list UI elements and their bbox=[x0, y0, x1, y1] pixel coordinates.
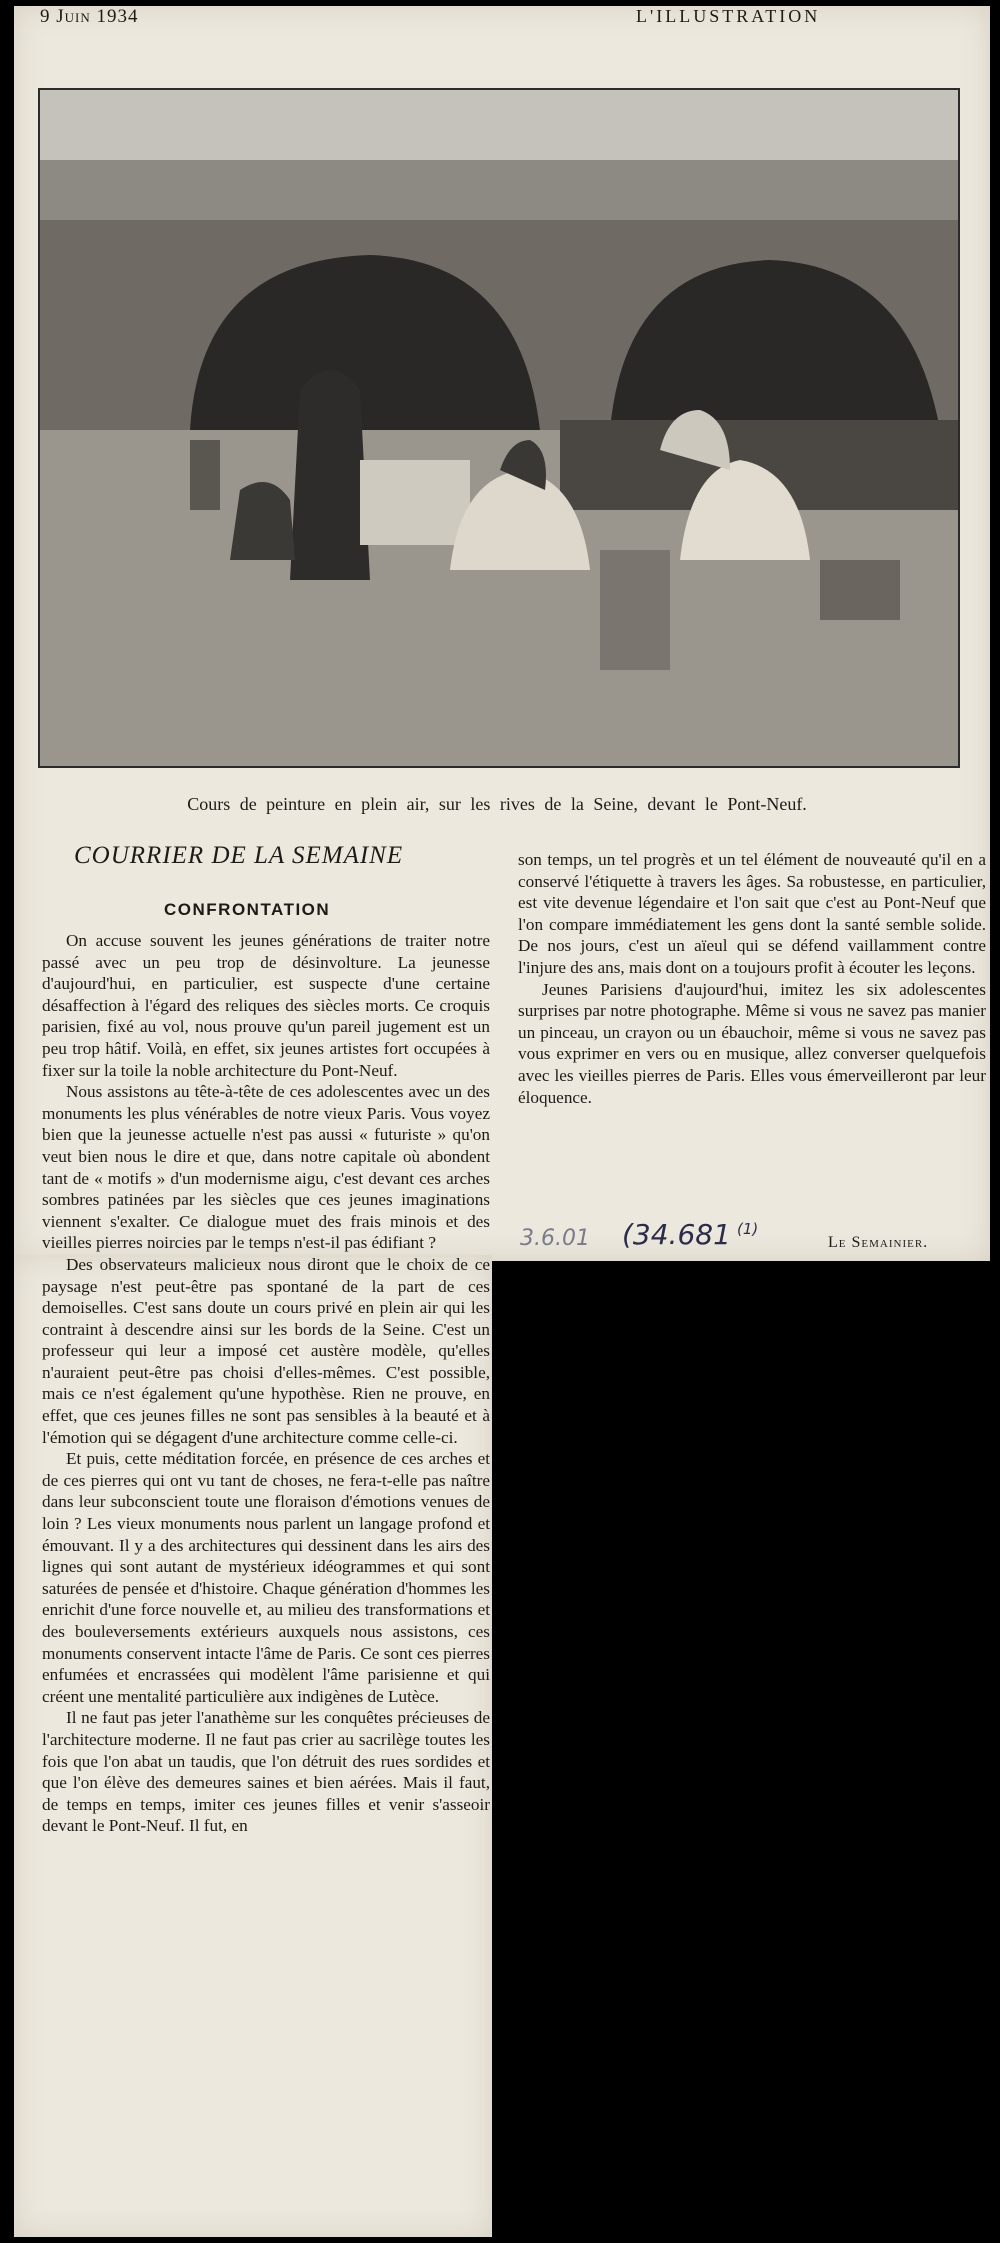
article-right-column bbox=[518, 849, 986, 1108]
pencil-date-annotation: 3.6.01 bbox=[520, 1226, 590, 1251]
photo-caption: Cours de peinture en plein air, sur les rives de la Seine, devant le Pont-Neuf. bbox=[187, 794, 807, 814]
author-signature: Le Semainier. bbox=[828, 1234, 929, 1251]
issue-date: 9 Juin 1934 bbox=[40, 6, 139, 27]
paragraph: Il ne faut pas jeter l'anathème sur les conquêtes précieuses de l'architecture moderne. Il ne faut pas crier au sacrilège toutes les fois que l'on abat un taudis, que l'on détruit des rues sordides et que l'on élève des demeures saines et bien aérées. Mais il faut, de temps en temps, imiter ces jeunes filles et venir s'asseoir devant le Pont-Neuf. Il fut, en bbox=[42, 1708, 490, 1836]
photograph bbox=[38, 88, 960, 768]
paragraph: Jeunes Parisiens d'aujourd'hui, imitez les six adolescentes surprises par notre photographe. Même si vous ne savez pas manier un pinceau, un crayon ou un ébauchoir, même si vous ne savez pas vous exprimer en vers ou en musique, allez converser quelquefois avec les vieilles pierres de Paris. Elles vous émerveilleront par leur éloquence. bbox=[518, 979, 986, 1107]
article-left-column bbox=[42, 930, 490, 1837]
column-title: COURRIER DE LA SEMAINE bbox=[74, 842, 404, 869]
pencil-mark: (1) bbox=[737, 1220, 759, 1238]
paragraph: Nous assistons au tête-à-tête de ces adolescentes avec un des monuments les plus vénérables de notre vieux Paris. Vous voyez bien que la jeunesse actuelle n'est pas aussi « futuriste » qu'on veut bien nous le dire et que, dans notre capitale où abondent tant de « motifs » d'un modernisme aigu, c'est devant ces arches sombres patinées par les siècles que ces jeunes imaginations viennent s'exalter. Ce dialogue muet des frais minois et des vieilles pierres noircies par le temps n'est-il pas édifiant ? bbox=[42, 1082, 490, 1253]
paragraph: Des observateurs malicieux nous diront que le choix de ce paysage n'est peut-être pas spontané de la part de ces demoiselles. C'est sans doute un cours privé en plein air qui les contraint à descendre ainsi sur les bords de la Seine. C'est un professeur qui leur a imposé cet austère modèle, qu'elles n'auraient peut-être pas choisi d'elles-mêmes. C'est possible, mais ce n'est également qu'une hypothèse. Rien ne prouve, en effet, que ces jeunes filles ne sont pas sensibles à la beauté et à l'émotion qui se dégagent d'une architecture comme celle-ci. bbox=[42, 1254, 490, 1447]
paragraph: On accuse souvent les jeunes générations de traiter notre passé avec un peu trop de désinvolture. La jeunesse d'aujourd'hui, en particulier, est suspecte d'une certaine désaffection à l'égard des reliques des siècles morts. Ce croquis parisien, fixé au vol, nous prouve qu'un pareil jugement est un peu trop hâtif. Voilà, en effet, six jeunes artistes fort occupées à fixer sur la toile la noble architecture du Pont-Neuf. bbox=[42, 931, 490, 1080]
pencil-catalog-number: (34.681 bbox=[622, 1218, 731, 1251]
section-title: CONFRONTATION bbox=[164, 900, 331, 919]
paragraph: son temps, un tel progrès et un tel élément de nouveauté qu'il en a conservé l'étiquette à travers les âges. Sa robustesse, en particulier, est vite devenue légendaire et l'on sait que c'est au Pont-Neuf que l'on compare immédiatement les gens dont la santé semble solide. De nos jours, c'est un aïeul qui se défend vaillamment contre l'injure des ans, mais dont on a toujours profit à écouter les leçons. bbox=[518, 850, 986, 977]
paragraph: Et puis, cette méditation forcée, en présence de ces arches et de ces pierres qui ont vu tant de choses, ne fera-t-elle pas naître dans leur subconscient toute une floraison d'émotions venues de loin ? Les vieux monuments nous parlent un langage profond et émouvant. Il y a des architectures qui dessinent dans les airs des lignes qui sont autant de mystérieux idéogrammes et qui sont saturées de pensée et d'histoire. Chaque génération d'hommes les enrichit d'une force nouvelle et, au milieu des transformations et des bouleversements extérieurs auxquels nous assistons, ces monuments conservent intacte l'âme de Paris. Ce sont ces pierres enfumées et encrassées qui modèlent l'âme parisienne et qui créent une mentalité particulière aux indigènes de Lutèce. bbox=[42, 1449, 490, 1706]
bridge-scene-illustration bbox=[40, 90, 958, 766]
masthead: L'ILLUSTRATION bbox=[636, 6, 821, 26]
